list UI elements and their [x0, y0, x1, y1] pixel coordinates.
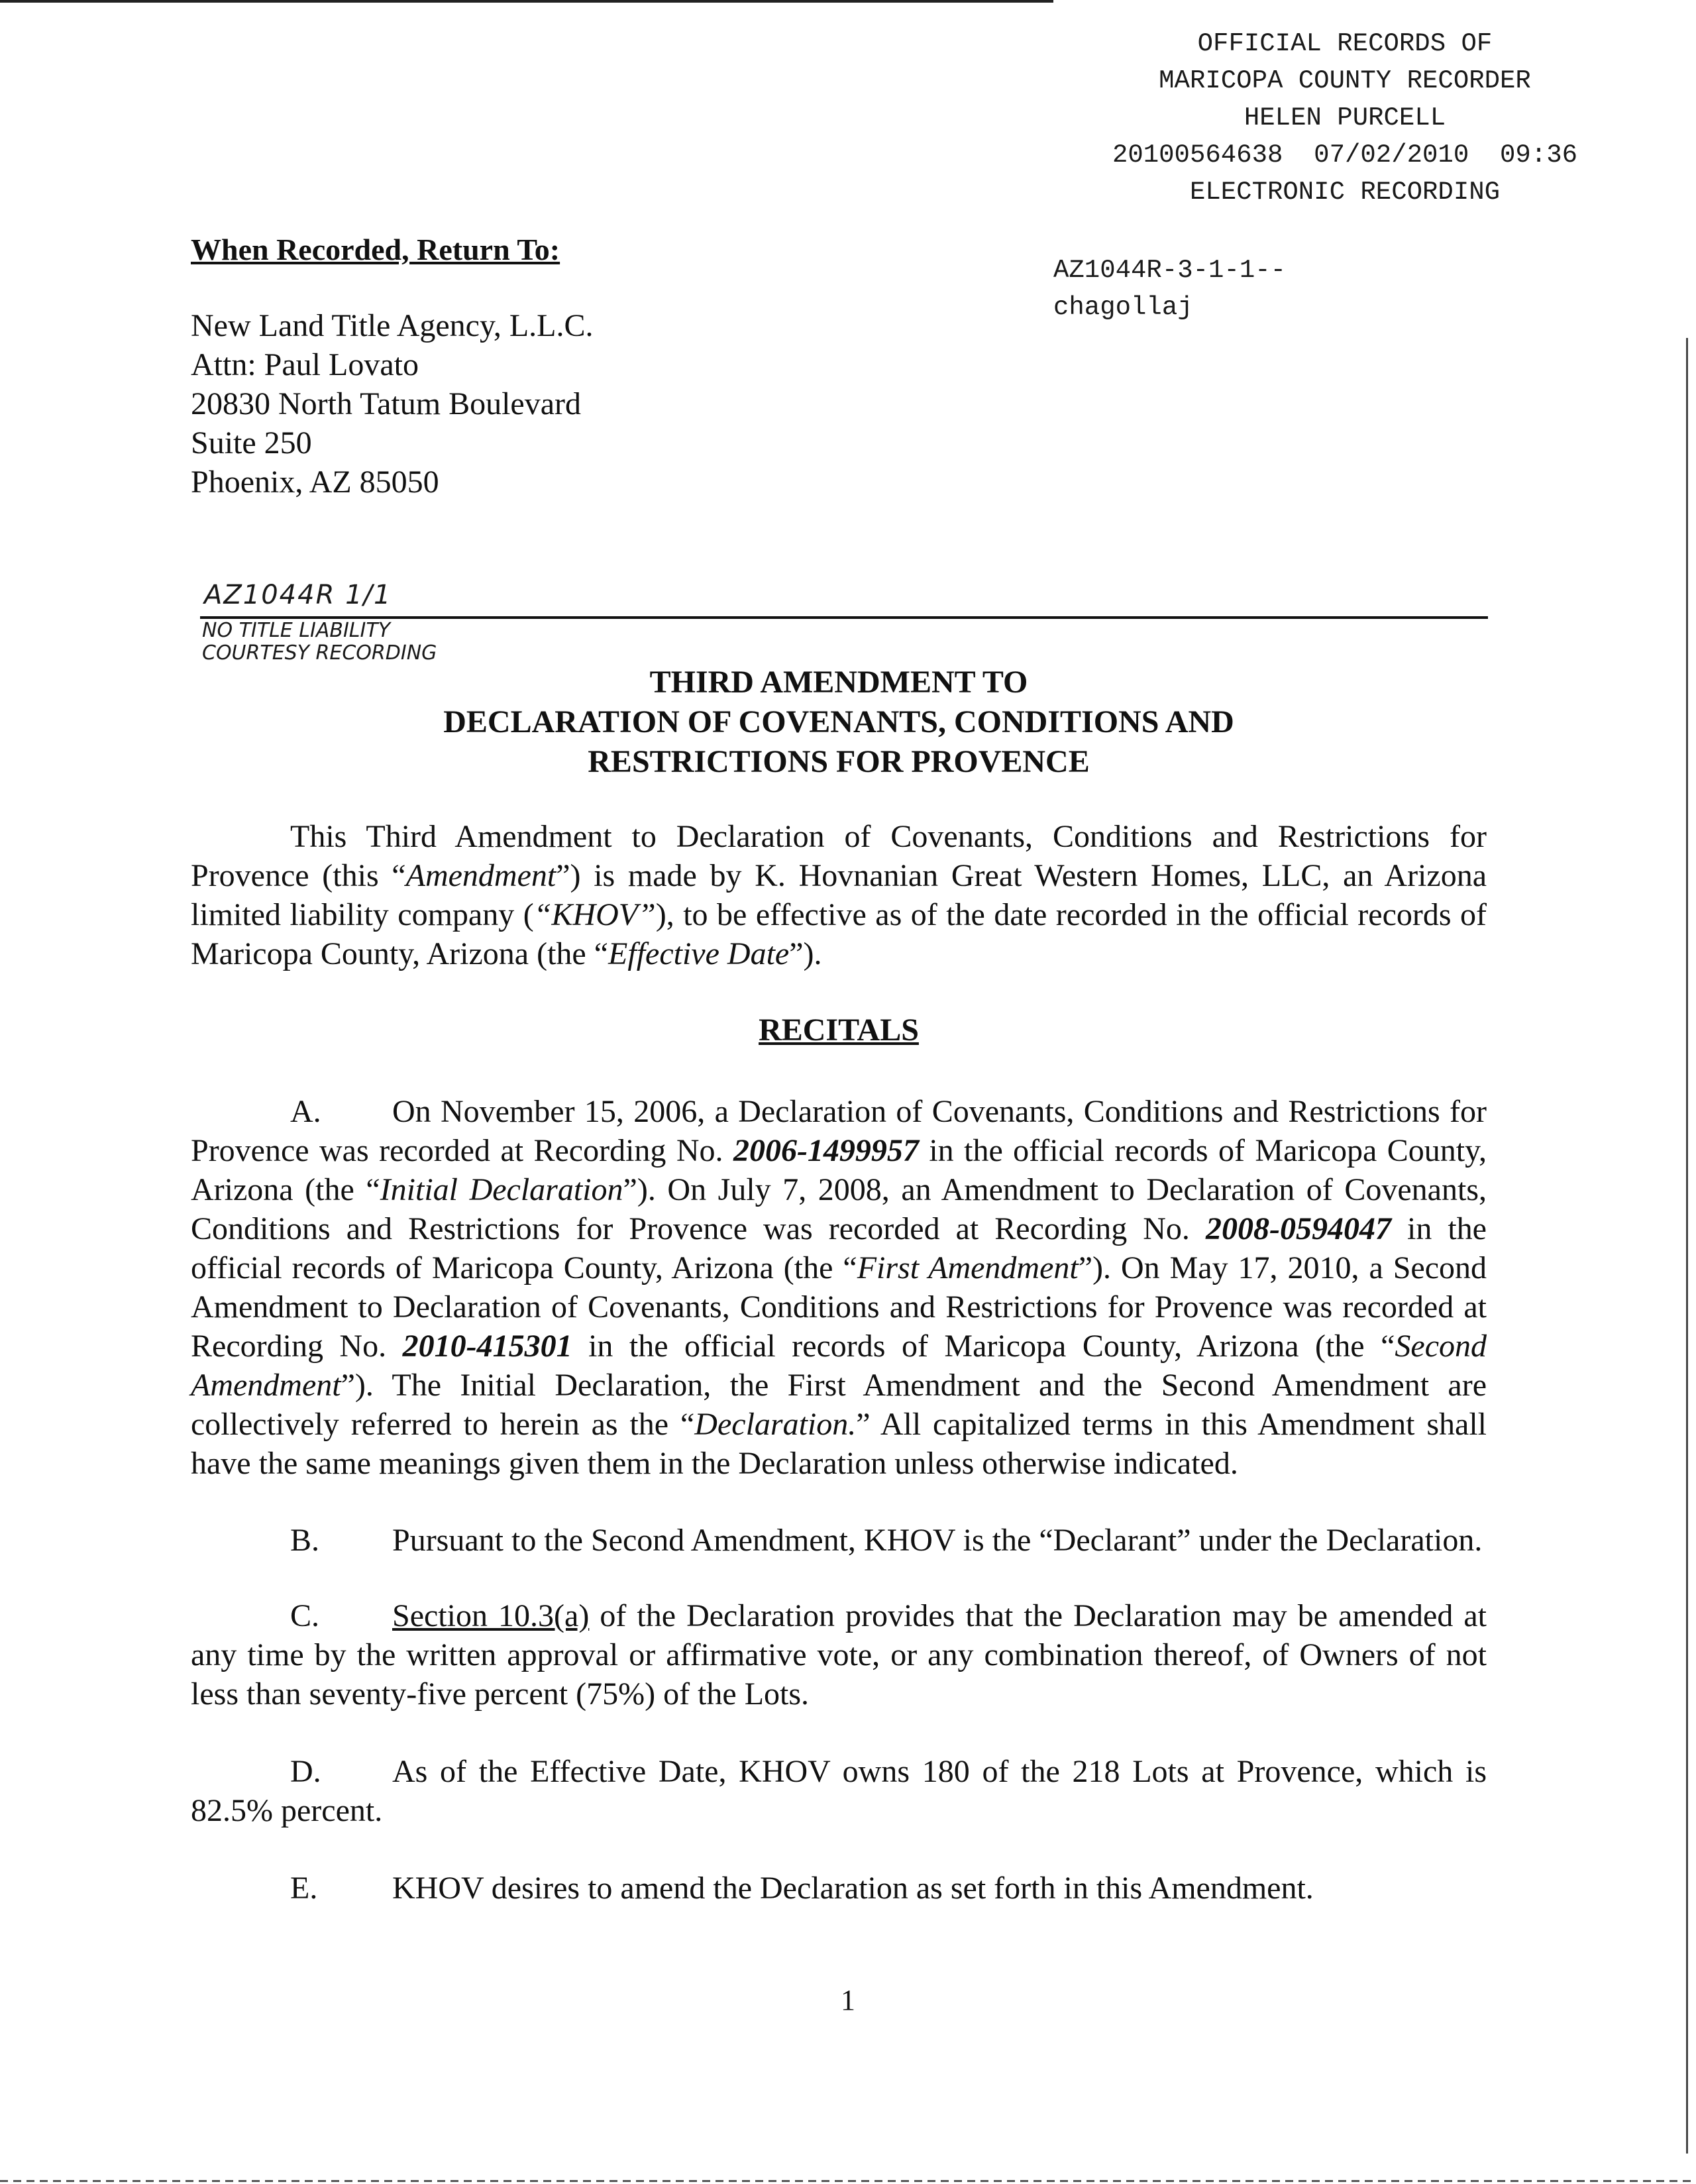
handwritten-order-number: AZ1044R 1/1: [204, 580, 392, 610]
top-scan-border: [0, 0, 1053, 3]
title-line-3: RESTRICTIONS FOR PROVENCE: [588, 744, 1090, 779]
address-line: 20830 North Tatum Boulevard: [191, 386, 582, 421]
defined-term: Amendment: [405, 858, 556, 893]
recital-a: [191, 1092, 1487, 1483]
recital-e: [191, 1869, 1487, 1908]
recital-c: [191, 1596, 1487, 1714]
recital-text: On November 15, 2006, a Declaration of Covenants, Conditions and Restrictions for Provence was recorded at Recording No.: [191, 1094, 1487, 1168]
recital-text: KHOV desires to amend the Declaration as set forth in this Amendment.: [392, 1871, 1314, 1906]
recital-text: in the official records of Maricopa County, Arizona (the “: [572, 1329, 1395, 1364]
recorder-line-5: ELECTRONIC RECORDING: [1189, 178, 1501, 207]
section-reference: Section 10.3(a): [392, 1598, 590, 1633]
document-title: [191, 663, 1487, 782]
recital-text: ”). On July 7, 2008, an Amendment to Declaration of Covenants, Conditions and Restrictions for Provence was recorded at Recording No.: [191, 1172, 1487, 1246]
title-line-1: THIRD AMENDMENT TO: [649, 665, 1028, 700]
page-number: 1: [841, 1984, 855, 2016]
recital-label: B.: [290, 1523, 320, 1558]
intro-text: ), to be effective as of the date recorded in the official records of Maricopa County, Arizona (the “: [191, 897, 1487, 971]
recital-b: [191, 1521, 1487, 1560]
recorder-line-1: OFFICIAL RECORDS OF: [1197, 29, 1493, 58]
handwritten-note-line-2: COURTESY RECORDING: [202, 641, 437, 665]
recorder-line-3: HELEN PURCELL: [1244, 103, 1446, 133]
recital-label: D.: [290, 1754, 321, 1789]
recording-number: 2010-415301: [402, 1329, 572, 1364]
return-to-address: [191, 306, 594, 502]
recitals-heading: RECITALS: [759, 1012, 919, 1048]
address-line: New Land Title Agency, L.L.C.: [191, 308, 594, 343]
defined-term: Second Amendment: [191, 1329, 1487, 1403]
defined-term: Effective Date: [608, 936, 790, 971]
recorder-stamp: [1047, 25, 1643, 211]
defined-term: Initial Declaration: [380, 1172, 623, 1207]
document-code-line-1: AZ1044R-3-1-1--: [1053, 256, 1287, 285]
defined-term: “KHOV”: [533, 897, 656, 932]
intro-text: This Third Amendment to Declaration of Covenants, Conditions and Restrictions for Provence (this “: [191, 819, 1487, 893]
recital-text: ”). The Initial Declaration, the First Amendment and the Second Amendment are collectively referred to herein as the “: [191, 1368, 1487, 1442]
recital-text: of the Declaration provides that the Declaration may be amended at any time by the written approval or affirmative vote, or any combination thereof, of Owners of not less than seventy-five percent (75%) of the Lots.: [191, 1598, 1487, 1712]
defined-term: First Amendment: [857, 1250, 1079, 1285]
address-line: Suite 250: [191, 425, 312, 461]
defined-term: Declaration.: [694, 1407, 857, 1442]
recital-text: Pursuant to the Second Amendment, KHOV is the “Declarant” under the Declaration.: [392, 1523, 1483, 1558]
recorder-line-2: MARICOPA COUNTY RECORDER: [1159, 66, 1531, 95]
recital-d: [191, 1752, 1487, 1830]
intro-text: ”).: [789, 936, 822, 971]
handwritten-note-line-1: NO TITLE LIABILITY: [202, 619, 391, 642]
recital-label: A.: [290, 1094, 321, 1129]
recording-number: 2008-0594047: [1205, 1211, 1391, 1246]
handwritten-note: [202, 620, 437, 665]
title-line-2: DECLARATION OF COVENANTS, CONDITIONS AND: [443, 704, 1234, 739]
recording-number-datetime: 20100564638 07/02/2010 09:36: [1112, 140, 1578, 170]
intro-text: ”) is made by K. Hovnanian Great Western Homes, LLC, an Arizona limited liability company (: [191, 858, 1487, 932]
recital-text: ” All capitalized terms in this Amendment shall have the same meanings given them in the Declaration unless otherwise indicated.: [191, 1407, 1487, 1481]
recording-number: 2006-1499957: [733, 1133, 919, 1168]
right-scan-border: [1686, 338, 1688, 2154]
recital-label: E.: [290, 1871, 318, 1906]
horizontal-rule: [200, 616, 1488, 619]
recital-text: in the official records of Maricopa County, Arizona (the “: [191, 1133, 1487, 1207]
recital-text: in the official records of Maricopa County, Arizona (the “: [191, 1211, 1487, 1285]
bottom-scan-border: [0, 2180, 1696, 2182]
address-line: Attn: Paul Lovato: [191, 347, 419, 382]
recital-text: As of the Effective Date, KHOV owns 180 of the 218 Lots at Provence, which is 82.5% percent.: [191, 1754, 1487, 1828]
intro-paragraph: [191, 817, 1487, 973]
recital-label: C.: [290, 1598, 320, 1633]
address-line: Phoenix, AZ 85050: [191, 464, 439, 500]
document-code-line-2: chagollaj: [1053, 293, 1193, 322]
return-to-heading: When Recorded, Return To:: [191, 233, 560, 266]
recital-text: ”). On May 17, 2010, a Second Amendment to Declaration of Covenants, Conditions and Restrictions for Provence was recorded at Recording No.: [191, 1250, 1487, 1364]
document-code: [1053, 252, 1286, 326]
